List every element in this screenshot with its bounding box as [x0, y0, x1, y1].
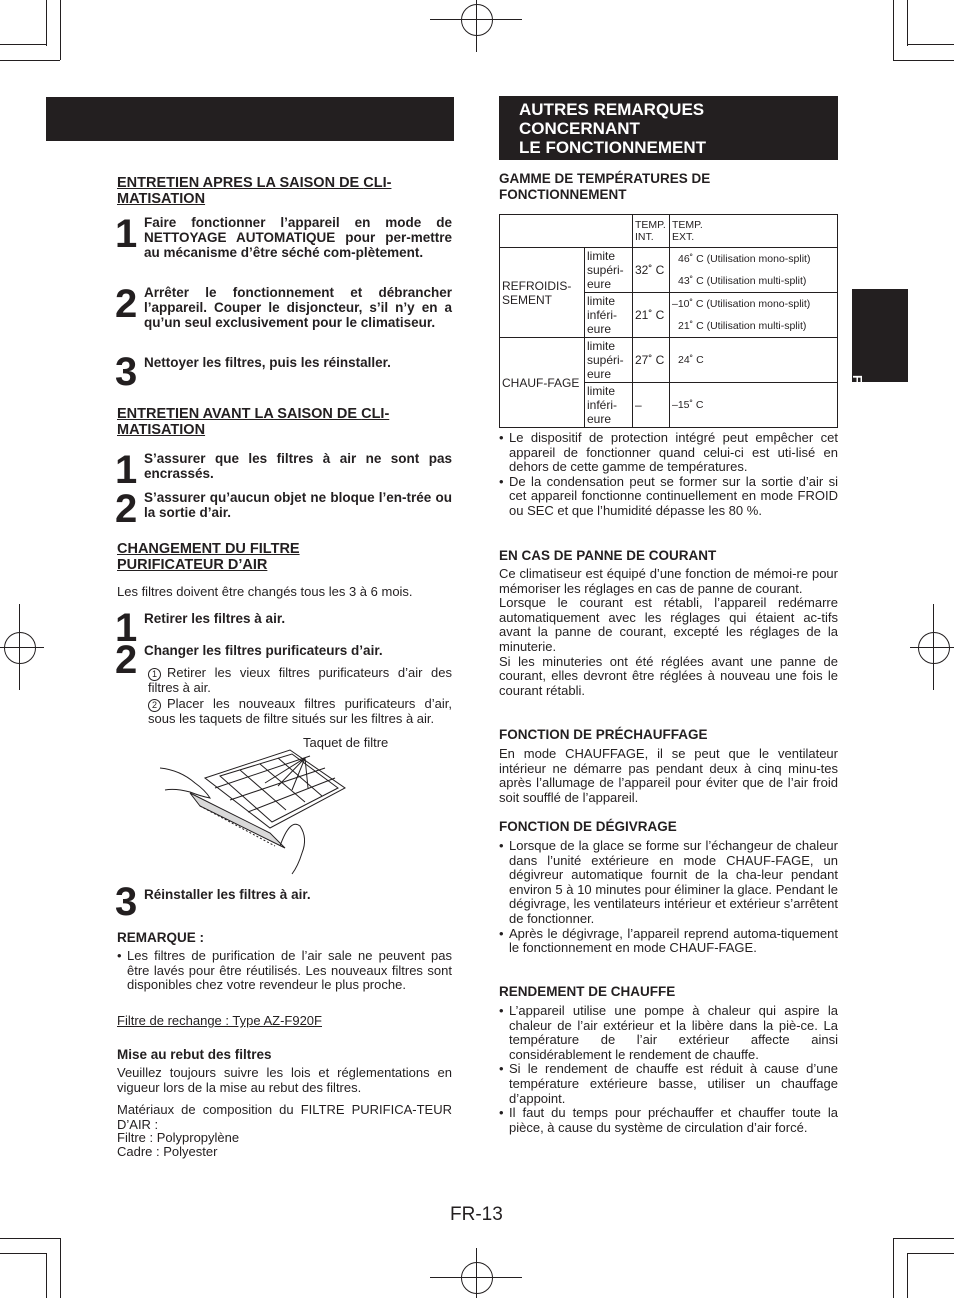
step-text: Réinstaller les filtres à air.	[144, 887, 311, 902]
step-number: 2	[115, 282, 136, 326]
sub-step-1: 1 Retirer les vieux filtres purificateurs d’air des filtres à air.	[148, 665, 452, 695]
language-tab: FRANÇAIS	[852, 289, 908, 382]
preheat-text: En mode CHAUFFAGE, il se peut que le ventilateur intérieur ne démarre pas pendant deux à cinq minu-tes après l’allumage de l’appareil pour éviter que de l’air froid soit soufflé de l’appareil.	[499, 746, 838, 805]
step-text: S’assurer qu’aucun objet ne bloque l’en-trée ou la sortie d’air.	[144, 490, 452, 520]
page-number: FR-13	[450, 1204, 503, 1225]
filter-tab-label: Taquet de filtre	[303, 735, 389, 750]
heating-performance-text: • L’appareil utilise une pompe à chaleur qui aspire la chaleur de l’air extérieur et la libère dans la piè-ce. La température de l’air extérieur affecte ainsi considérablement le rendement de chauffe. • Si le rendement de chauffe est réduit à cause d’une température extérieure basse, utiliser un chauffage d’appoint. • Il faut du temps pour préchauffer et chauffer toute la pièce, à cause du système de circulation d’air forcé.	[499, 1004, 838, 1135]
material-text: Matériaux de composition du FILTRE PURIFICA-TEUR D’AIR :	[117, 1102, 452, 1132]
temp-range-title: GAMME DE TEMPÉRATURES DE FONCTIONNEMENT	[499, 171, 711, 202]
step-text: Retirer les filtres à air.	[144, 611, 286, 626]
filter-intro: Les filtres doivent être changés tous les 3 à 6 mois.	[117, 584, 413, 599]
material-frame: Cadre : Polyester	[117, 1144, 218, 1159]
step-number: 2	[115, 487, 136, 531]
remark-title: REMARQUE :	[117, 930, 204, 945]
defrost-text: • Lorsque de la glace se forme sur l’échangeur de chaleur dans l’unité extérieure en mode CHAUF-FAGE, un dégivreur automatique fournit de la cha-leur pendant environ 5 à 10 minutes pour éliminer la glace. Pendant le dégivrage, les ventilateurs intérieur et extérieur s’arrêtent de fonctionner. • Après le dégivrage, l’appareil reprend automa-tiquement le fonctionnement en mode CHAUF-FAGE.	[499, 839, 838, 956]
spare-filter-type: Filtre de rechange : Type AZ-F920F	[117, 1013, 322, 1028]
step-number: 1	[115, 448, 136, 492]
step-number: 3	[115, 880, 136, 924]
filter-illustration	[160, 748, 360, 878]
defrost-title: FONCTION DE DÉGIVRAGE	[499, 819, 677, 834]
section-title-filter-change: CHANGEMENT DU FILTRE PURIFICATEUR D’AIR	[117, 541, 300, 573]
step-text: S’assurer que les filtres à air ne sont pas encrassés.	[144, 451, 452, 481]
step-text: Changer les filtres purificateurs d’air.	[144, 643, 383, 658]
circled-number-2: 2	[148, 699, 161, 712]
temperature-table: TEMP. INT. TEMP. EXT. REFROIDIS-SEMENT limite supéri-eure 32˚ C 46˚ C (Utilisation mono-split) 43˚ C (Utilisation multi-split) limite inféri-eure 21˚ C –10˚ C (Utilisation mono-split) 21˚ C (Utilisation multi-split) CHAUF-FAGE limite supéri-eure 27˚ C 24˚ C limite inféri-eure – –15˚ C	[499, 214, 838, 428]
sub-step-2: 2 Placer les nouveaux filtres purificateurs d’air, sous les taquets de filtre situés sur les filtres à air.	[148, 696, 452, 726]
disposal-text: Veuillez toujours suivre les lois et réglementations en vigueur lors de la mise au rebut des filtres.	[117, 1065, 452, 1095]
step-text: Faire fonctionner l’appareil en mode de NETTOYAGE AUTOMATIQUE pour per-mettre au mécanisme d’être séché com-plètement.	[144, 215, 452, 260]
remark-bullet: • Les filtres de purification de l’air sale ne peuvent pas être lavés pour être réutilisés. Les nouveaux filtres sont disponibles chez votre revendeur le plus proche.	[117, 949, 452, 993]
disposal-title: Mise au rebut des filtres	[117, 1047, 272, 1062]
step-number: 3	[115, 350, 136, 394]
right-header-title: AUTRES REMARQUES CONCERNANT LE FONCTIONNEMENT	[519, 100, 706, 157]
step-number: 2	[115, 638, 136, 682]
step-number: 1	[115, 606, 136, 650]
section-title-before-season: ENTRETIEN AVANT LA SAISON DE CLI- MATISATION	[117, 406, 390, 438]
temp-notes: • Le dispositif de protection intégré peut empêcher cet appareil de fonctionner quand celui-ci est uti-lisé en dehors de cette gamme de températures. • De la condensation peut se former sur la sortie d’air si cet appareil fonctionne continuellement en mode FROID ou SEC et que l’humidité dépasse les 80 %.	[499, 431, 838, 519]
section-title-after-season: ENTRETIEN APRES LA SAISON DE CLI- MATISATION	[117, 175, 392, 207]
heating-performance-title: RENDEMENT DE CHAUFFE	[499, 984, 676, 999]
step-text: Nettoyer les filtres, puis les réinstaller.	[144, 355, 391, 370]
step-text: Arrêter le fonctionnement et débrancher l’appareil. Couper le disjoncteur, s’il n’y en a qu’un seul exclusivement pour le climatiseur.	[144, 285, 452, 330]
circled-number-1: 1	[148, 668, 161, 681]
power-failure-text: Ce climatiseur est équipé d’une fonction de mémoi-re pour mémoriser les réglages en cas de panne de courant. Lorsque le courant est rétabli, l’appareil redémarre automatiquement avec les réglages qui étaient ac-tifs avant la panne de courant, excepté les réglages de la minuterie. Si les minuteries ont été réglées avant une panne de courant, elles devront être réglées à nouveau une fois le courant rétabli.	[499, 566, 838, 698]
power-failure-title: EN CAS DE PANNE DE COURANT	[499, 548, 717, 563]
preheat-title: FONCTION DE PRÉCHAUFFAGE	[499, 727, 708, 742]
step-number: 1	[115, 212, 136, 256]
left-header-band	[46, 97, 454, 141]
material-filter: Filtre : Polypropylène	[117, 1130, 240, 1145]
